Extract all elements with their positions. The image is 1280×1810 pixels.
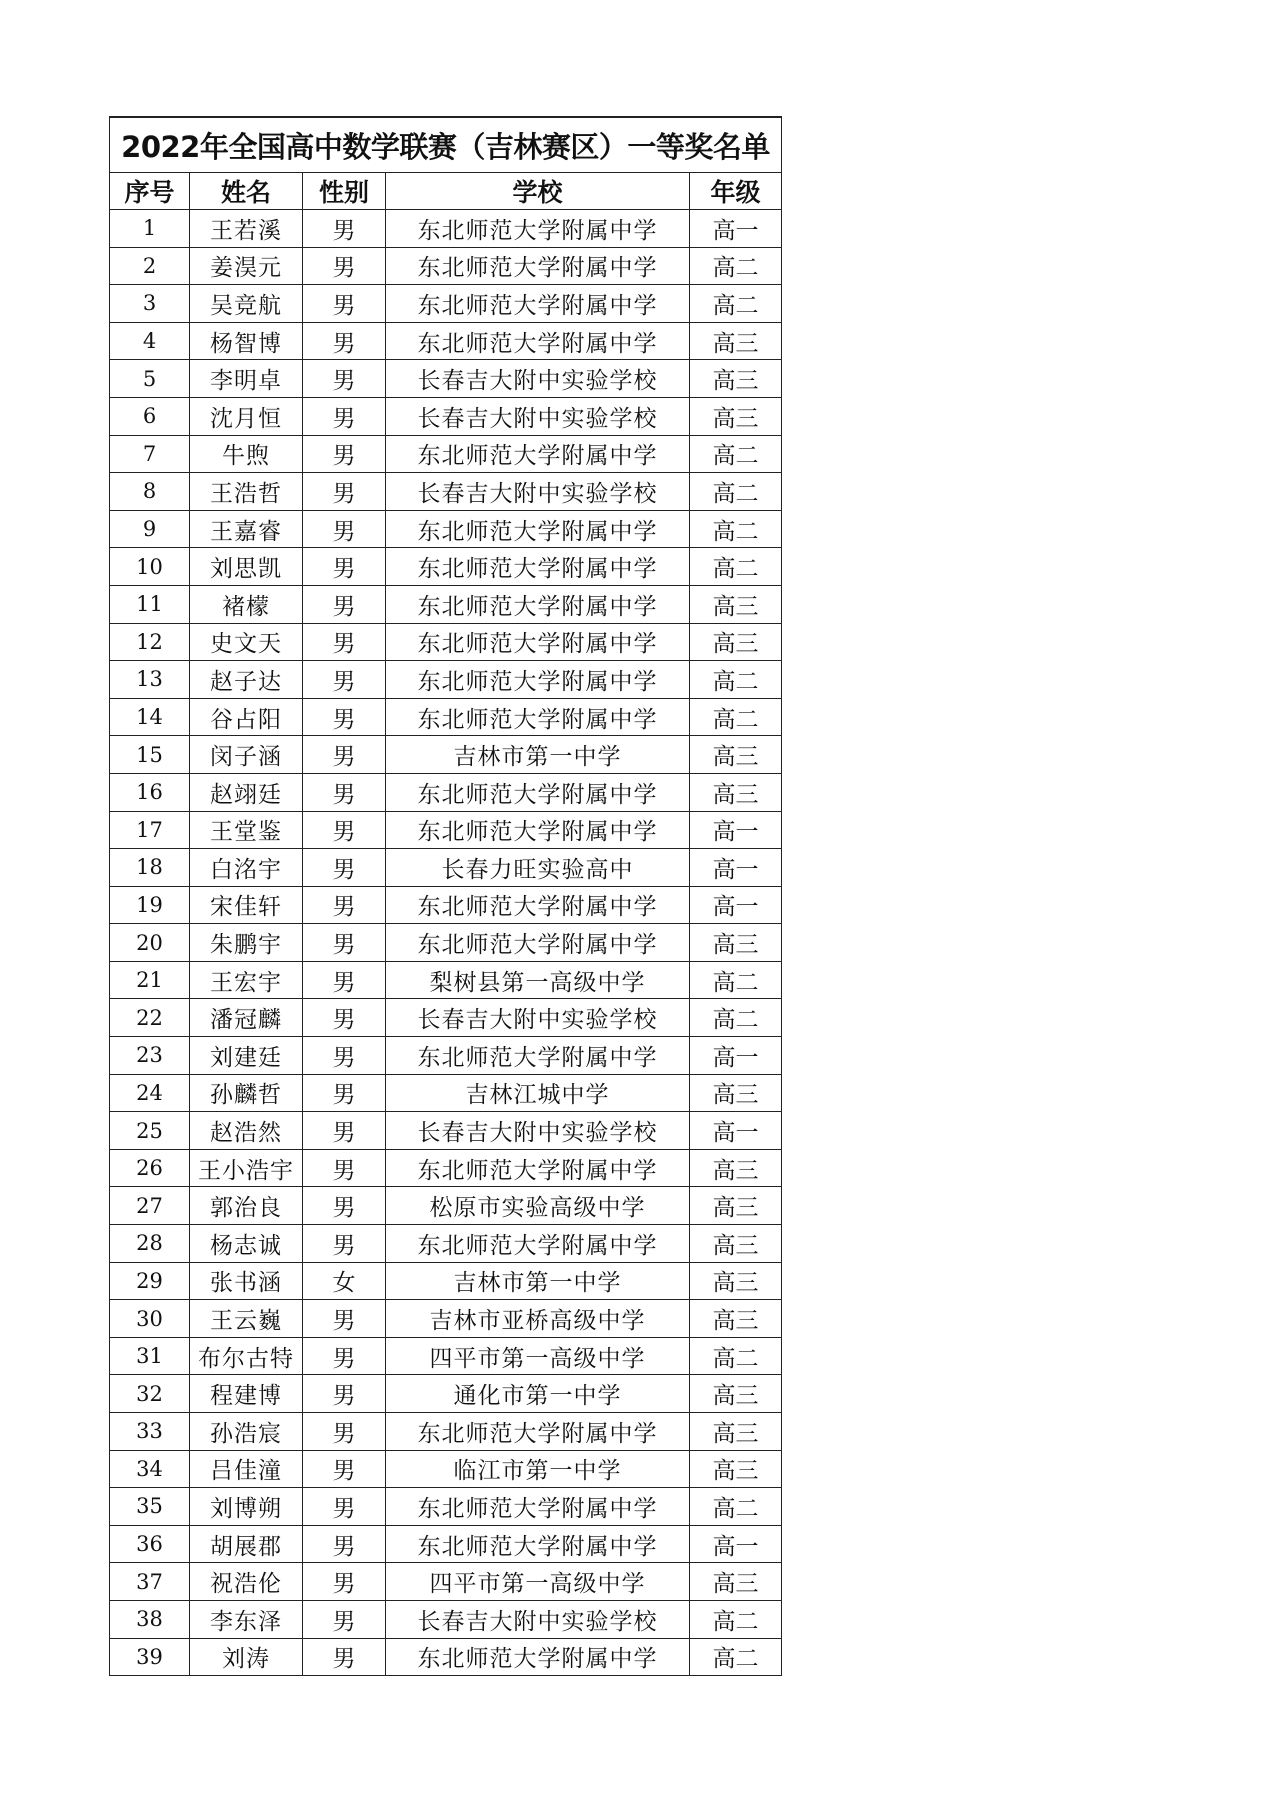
row-gender: 男: [303, 510, 386, 548]
table-row: [110, 1337, 782, 1375]
row-grade: 高一: [690, 210, 782, 248]
row-grade: 高二: [690, 961, 782, 999]
table-body: [110, 210, 782, 1676]
row-index: 25: [110, 1112, 190, 1150]
row-gender: 男: [303, 961, 386, 999]
row-grade: 高二: [690, 1600, 782, 1638]
row-school: 长春吉大附中实验学校: [386, 999, 690, 1037]
row-index: 19: [110, 886, 190, 924]
table-row: [110, 1037, 782, 1075]
row-name: 祝浩伦: [190, 1563, 303, 1601]
row-index: 5: [110, 360, 190, 398]
row-grade: 高三: [690, 1262, 782, 1300]
table-row: [110, 1563, 782, 1601]
row-school: 东北师范大学附属中学: [386, 585, 690, 623]
row-index: 2: [110, 247, 190, 285]
row-grade: 高一: [690, 1525, 782, 1563]
row-gender: 男: [303, 1225, 386, 1263]
table-row: [110, 886, 782, 924]
row-grade: 高三: [690, 623, 782, 661]
row-grade: 高三: [690, 360, 782, 398]
row-name: 褚檬: [190, 585, 303, 623]
row-index: 13: [110, 661, 190, 699]
row-gender: 男: [303, 548, 386, 586]
column-header-row: [110, 173, 782, 210]
table-row: [110, 623, 782, 661]
row-index: 11: [110, 585, 190, 623]
row-gender: 男: [303, 849, 386, 887]
row-grade: 高二: [690, 285, 782, 323]
row-grade: 高二: [690, 435, 782, 473]
table-row: [110, 322, 782, 360]
row-grade: 高二: [690, 247, 782, 285]
row-grade: 高三: [690, 773, 782, 811]
row-index: 23: [110, 1037, 190, 1075]
table-row: [110, 397, 782, 435]
row-gender: 男: [303, 322, 386, 360]
row-grade: 高三: [690, 1375, 782, 1413]
table-row: [110, 1074, 782, 1112]
row-gender: 男: [303, 773, 386, 811]
row-index: 16: [110, 773, 190, 811]
row-grade: 高二: [690, 999, 782, 1037]
row-grade: 高一: [690, 849, 782, 887]
row-name: 赵子达: [190, 661, 303, 699]
row-school: 松原市实验高级中学: [386, 1187, 690, 1225]
table-row: [110, 736, 782, 774]
row-index: 12: [110, 623, 190, 661]
column-header-name: 姓名: [190, 173, 303, 210]
row-name: 刘博朔: [190, 1488, 303, 1526]
row-gender: 男: [303, 1638, 386, 1676]
row-index: 18: [110, 849, 190, 887]
row-school: 梨树县第一高级中学: [386, 961, 690, 999]
row-grade: 高二: [690, 661, 782, 699]
row-name: 孙浩宸: [190, 1413, 303, 1451]
table-row: [110, 1525, 782, 1563]
row-index: 33: [110, 1413, 190, 1451]
row-gender: 男: [303, 1563, 386, 1601]
row-school: 东北师范大学附属中学: [386, 247, 690, 285]
row-grade: 高三: [690, 1563, 782, 1601]
row-name: 朱鹏宇: [190, 924, 303, 962]
table-row: [110, 1225, 782, 1263]
row-school: 吉林市亚桥高级中学: [386, 1300, 690, 1338]
row-index: 10: [110, 548, 190, 586]
row-gender: 男: [303, 623, 386, 661]
row-school: 东北师范大学附属中学: [386, 210, 690, 248]
row-index: 36: [110, 1525, 190, 1563]
row-grade: 高二: [690, 1638, 782, 1676]
row-school: 东北师范大学附属中学: [386, 1638, 690, 1676]
row-school: 吉林江城中学: [386, 1074, 690, 1112]
table-row: [110, 849, 782, 887]
row-name: 刘建廷: [190, 1037, 303, 1075]
row-school: 长春吉大附中实验学校: [386, 1600, 690, 1638]
table-row: [110, 1112, 782, 1150]
row-name: 张书涵: [190, 1262, 303, 1300]
row-gender: 男: [303, 811, 386, 849]
row-school: 吉林市第一中学: [386, 1262, 690, 1300]
row-gender: 男: [303, 661, 386, 699]
column-header-index: 序号: [110, 173, 190, 210]
row-school: 长春吉大附中实验学校: [386, 397, 690, 435]
row-name: 郭治良: [190, 1187, 303, 1225]
row-index: 26: [110, 1149, 190, 1187]
row-index: 22: [110, 999, 190, 1037]
row-name: 赵翊廷: [190, 773, 303, 811]
row-index: 3: [110, 285, 190, 323]
row-index: 20: [110, 924, 190, 962]
table-row: [110, 1488, 782, 1526]
row-gender: 男: [303, 1337, 386, 1375]
row-school: 东北师范大学附属中学: [386, 924, 690, 962]
row-grade: 高二: [690, 548, 782, 586]
table-row: [110, 473, 782, 511]
row-index: 30: [110, 1300, 190, 1338]
row-index: 28: [110, 1225, 190, 1263]
table-row: [110, 924, 782, 962]
row-gender: 男: [303, 1525, 386, 1563]
row-name: 孙麟哲: [190, 1074, 303, 1112]
row-gender: 男: [303, 924, 386, 962]
table-row: [110, 811, 782, 849]
table-row: [110, 247, 782, 285]
row-gender: 男: [303, 1187, 386, 1225]
table-row: [110, 360, 782, 398]
row-index: 37: [110, 1563, 190, 1601]
document-title: 2022年全国高中数学联赛（吉林赛区）一等奖名单: [110, 117, 782, 173]
table-row: [110, 1600, 782, 1638]
row-name: 姜淏元: [190, 247, 303, 285]
row-index: 32: [110, 1375, 190, 1413]
row-school: 东北师范大学附属中学: [386, 1149, 690, 1187]
row-gender: 男: [303, 397, 386, 435]
row-name: 王堂鉴: [190, 811, 303, 849]
row-index: 9: [110, 510, 190, 548]
row-gender: 男: [303, 1413, 386, 1451]
row-index: 21: [110, 961, 190, 999]
table-row: [110, 1262, 782, 1300]
row-school: 东北师范大学附属中学: [386, 1525, 690, 1563]
row-gender: 男: [303, 1488, 386, 1526]
table-row: [110, 285, 782, 323]
row-name: 吴竞航: [190, 285, 303, 323]
row-school: 通化市第一中学: [386, 1375, 690, 1413]
row-gender: 男: [303, 435, 386, 473]
row-name: 沈月恒: [190, 397, 303, 435]
row-index: 6: [110, 397, 190, 435]
row-school: 四平市第一高级中学: [386, 1563, 690, 1601]
table-row: [110, 1638, 782, 1676]
row-gender: 男: [303, 1112, 386, 1150]
row-grade: 高二: [690, 1488, 782, 1526]
row-school: 长春吉大附中实验学校: [386, 1112, 690, 1150]
row-grade: 高二: [690, 1337, 782, 1375]
row-grade: 高一: [690, 811, 782, 849]
row-school: 东北师范大学附属中学: [386, 698, 690, 736]
row-grade: 高三: [690, 397, 782, 435]
row-index: 35: [110, 1488, 190, 1526]
row-name: 王宏宇: [190, 961, 303, 999]
row-gender: 男: [303, 285, 386, 323]
table-row: [110, 1187, 782, 1225]
row-school: 东北师范大学附属中学: [386, 773, 690, 811]
row-school: 东北师范大学附属中学: [386, 1488, 690, 1526]
table-row: [110, 585, 782, 623]
award-list-table: [109, 116, 782, 1676]
row-gender: 男: [303, 1375, 386, 1413]
row-index: 14: [110, 698, 190, 736]
row-school: 东北师范大学附属中学: [386, 1413, 690, 1451]
row-name: 程建博: [190, 1375, 303, 1413]
row-index: 38: [110, 1600, 190, 1638]
row-school: 东北师范大学附属中学: [386, 548, 690, 586]
row-name: 李东泽: [190, 1600, 303, 1638]
row-grade: 高一: [690, 1037, 782, 1075]
table-row: [110, 1375, 782, 1413]
row-gender: 男: [303, 360, 386, 398]
row-gender: 男: [303, 1300, 386, 1338]
row-grade: 高三: [690, 322, 782, 360]
row-index: 1: [110, 210, 190, 248]
row-grade: 高三: [690, 1413, 782, 1451]
row-school: 长春力旺实验高中: [386, 849, 690, 887]
row-grade: 高三: [690, 1225, 782, 1263]
row-name: 王浩哲: [190, 473, 303, 511]
table-row: [110, 773, 782, 811]
row-school: 东北师范大学附属中学: [386, 886, 690, 924]
row-school: 吉林市第一中学: [386, 736, 690, 774]
row-school: 东北师范大学附属中学: [386, 1037, 690, 1075]
row-school: 东北师范大学附属中学: [386, 1225, 690, 1263]
row-name: 胡展郡: [190, 1525, 303, 1563]
row-index: 17: [110, 811, 190, 849]
row-name: 牛煦: [190, 435, 303, 473]
row-name: 谷占阳: [190, 698, 303, 736]
row-grade: 高一: [690, 886, 782, 924]
row-name: 史文天: [190, 623, 303, 661]
row-gender: 男: [303, 1450, 386, 1488]
row-index: 8: [110, 473, 190, 511]
row-index: 24: [110, 1074, 190, 1112]
row-index: 27: [110, 1187, 190, 1225]
row-gender: 女: [303, 1262, 386, 1300]
table-row: [110, 210, 782, 248]
table-row: [110, 1450, 782, 1488]
row-school: 东北师范大学附属中学: [386, 623, 690, 661]
row-index: 29: [110, 1262, 190, 1300]
row-school: 东北师范大学附属中学: [386, 811, 690, 849]
row-school: 临江市第一中学: [386, 1450, 690, 1488]
table-row: [110, 1149, 782, 1187]
row-grade: 高一: [690, 1112, 782, 1150]
row-grade: 高二: [690, 473, 782, 511]
row-name: 吕佳潼: [190, 1450, 303, 1488]
row-school: 长春吉大附中实验学校: [386, 473, 690, 511]
table-row: [110, 961, 782, 999]
row-grade: 高三: [690, 1149, 782, 1187]
row-school: 东北师范大学附属中学: [386, 285, 690, 323]
row-index: 4: [110, 322, 190, 360]
row-gender: 男: [303, 736, 386, 774]
row-school: 长春吉大附中实验学校: [386, 360, 690, 398]
row-name: 杨智博: [190, 322, 303, 360]
table-row: [110, 548, 782, 586]
column-header-school: 学校: [386, 173, 690, 210]
row-name: 王嘉睿: [190, 510, 303, 548]
row-index: 15: [110, 736, 190, 774]
row-gender: 男: [303, 886, 386, 924]
column-header-grade: 年级: [690, 173, 782, 210]
row-grade: 高三: [690, 1074, 782, 1112]
row-school: 东北师范大学附属中学: [386, 435, 690, 473]
row-grade: 高三: [690, 1450, 782, 1488]
row-index: 39: [110, 1638, 190, 1676]
table-row: [110, 999, 782, 1037]
table-row: [110, 661, 782, 699]
row-name: 布尔古特: [190, 1337, 303, 1375]
row-school: 东北师范大学附属中学: [386, 322, 690, 360]
row-grade: 高二: [690, 698, 782, 736]
table-row: [110, 1300, 782, 1338]
row-name: 白洺宇: [190, 849, 303, 887]
row-school: 东北师范大学附属中学: [386, 661, 690, 699]
row-name: 杨志诚: [190, 1225, 303, 1263]
row-gender: 男: [303, 210, 386, 248]
row-name: 王若溪: [190, 210, 303, 248]
row-grade: 高三: [690, 585, 782, 623]
row-grade: 高三: [690, 924, 782, 962]
row-gender: 男: [303, 698, 386, 736]
row-grade: 高二: [690, 510, 782, 548]
row-name: 赵浩然: [190, 1112, 303, 1150]
row-gender: 男: [303, 473, 386, 511]
row-name: 刘涛: [190, 1638, 303, 1676]
row-name: 王云巍: [190, 1300, 303, 1338]
row-gender: 男: [303, 1074, 386, 1112]
table-row: [110, 698, 782, 736]
row-grade: 高三: [690, 1187, 782, 1225]
row-index: 7: [110, 435, 190, 473]
row-gender: 男: [303, 1149, 386, 1187]
table-row: [110, 510, 782, 548]
row-school: 四平市第一高级中学: [386, 1337, 690, 1375]
row-index: 34: [110, 1450, 190, 1488]
row-gender: 男: [303, 585, 386, 623]
row-name: 宋佳轩: [190, 886, 303, 924]
row-name: 闵子涵: [190, 736, 303, 774]
row-grade: 高三: [690, 1300, 782, 1338]
row-school: 东北师范大学附属中学: [386, 510, 690, 548]
row-gender: 男: [303, 999, 386, 1037]
row-name: 潘冠麟: [190, 999, 303, 1037]
column-header-gender: 性别: [303, 173, 386, 210]
row-grade: 高三: [690, 736, 782, 774]
row-gender: 男: [303, 1037, 386, 1075]
table-row: [110, 1413, 782, 1451]
row-name: 李明卓: [190, 360, 303, 398]
table-row: [110, 435, 782, 473]
row-name: 刘思凯: [190, 548, 303, 586]
row-name: 王小浩宇: [190, 1149, 303, 1187]
row-gender: 男: [303, 1600, 386, 1638]
row-gender: 男: [303, 247, 386, 285]
row-index: 31: [110, 1337, 190, 1375]
